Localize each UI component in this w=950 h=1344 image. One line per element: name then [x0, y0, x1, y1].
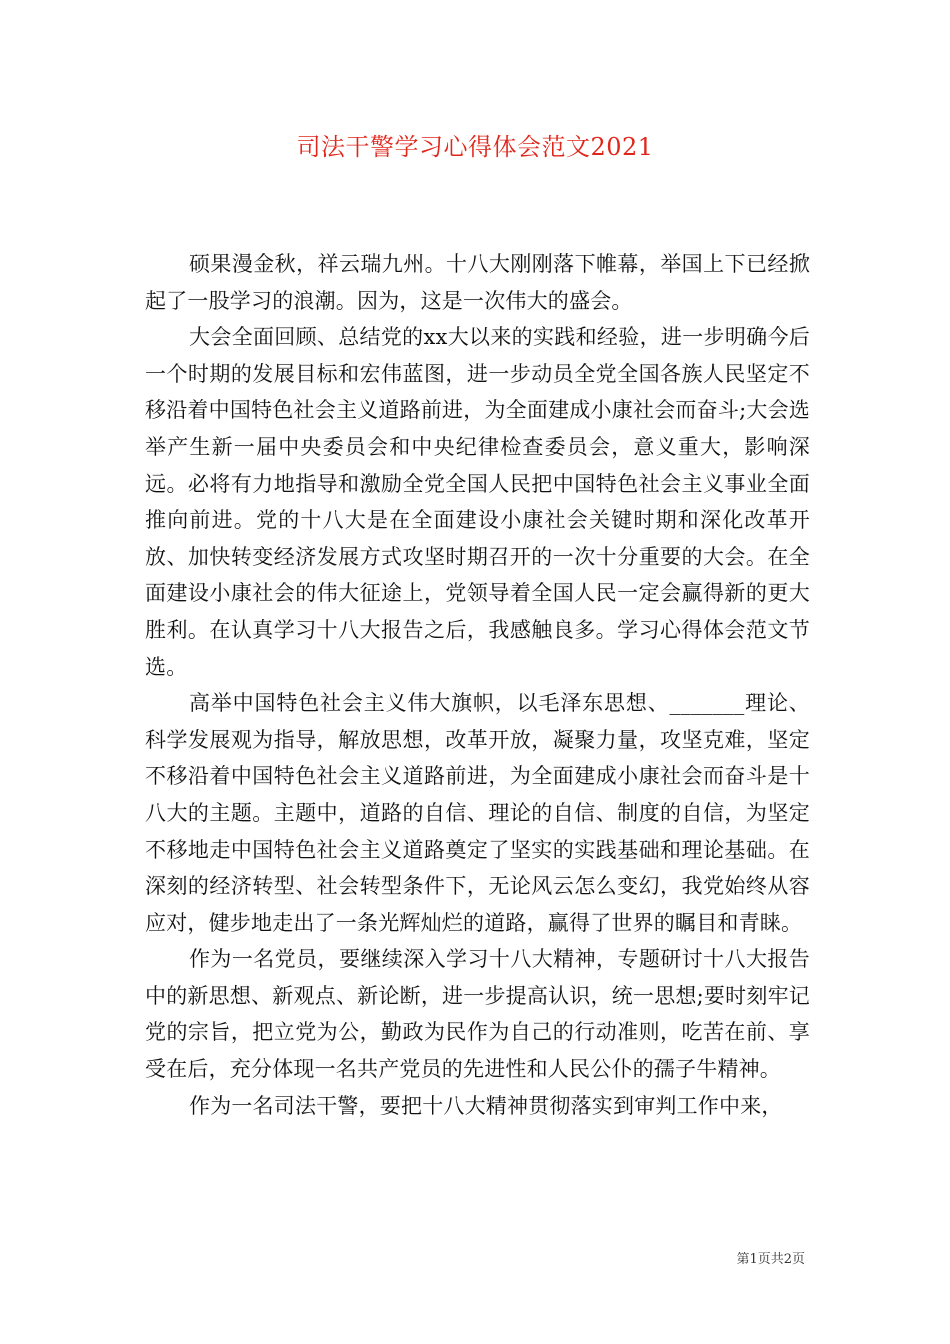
- document-body: [145, 246, 810, 1124]
- paragraph: 高举中国特色社会主义伟大旗帜，以毛泽东思想、_______理论、科学发展观为指导，解放思想，改革开放，凝聚力量，攻坚克难，坚定不移沿着中国特色社会主义道路前进，为全面建成小康社会而奋斗是十八大的主题。主题中，道路的自信、理论的自信、制度的自信，为坚定不移地走中国特色社会主义道路奠定了坚实的实践基础和理论基础。在深刻的经济转型、社会转型条件下，无论风云怎么变幻，我党始终从容应对，健步地走出了一条光辉灿烂的道路，赢得了世界的瞩目和青睐。: [145, 691, 810, 935]
- paragraph: 大会全面回顾、总结党的xx大以来的实践和经验，进一步明确今后一个时期的发展目标和宏伟蓝图，进一步动员全党全国各族人民坚定不移沿着中国特色社会主义道路前进，为全面建成小康社会而奋斗;大会选举产生新一届中央委员会和中央纪律检查委员会，意义重大，影响深远。必将有力地指导和激励全党全国人民把中国特色社会主义事业全面推向前进。党的十八大是在全面建设小康社会关键时期和深化改革开放、加快转变经济发展方式攻坚时期召开的一次十分重要的大会。在全面建设小康社会的伟大征途上，党领导着全国人民一定会赢得新的更大胜利。在认真学习十八大报告之后，我感触良多。学习心得体会范文节选。: [145, 325, 810, 679]
- paragraph: 硕果漫金秋，祥云瑞九州。十八大刚刚落下帷幕，举国上下已经掀起了一股学习的浪潮。因为，这是一次伟大的盛会。: [145, 252, 810, 313]
- page-number: 第1页共2页: [736, 1252, 805, 1267]
- paragraph: 作为一名司法干警，要把十八大精神贯彻落实到审判工作中来，: [189, 1093, 783, 1118]
- document-title: 司法干警学习心得体会范文2021: [296, 133, 654, 161]
- paragraph: 作为一名党员，要继续深入学习十八大精神，专题研讨十八大报告中的新思想、新观点、新论断，进一步提高认识，统一思想;要时刻牢记党的宗旨，把立党为公，勤政为民作为自己的行动准则，吃苦在前、享受在后，充分体现一名共产党员的先进性和人民公仆的孺子牛精神。: [145, 947, 810, 1082]
